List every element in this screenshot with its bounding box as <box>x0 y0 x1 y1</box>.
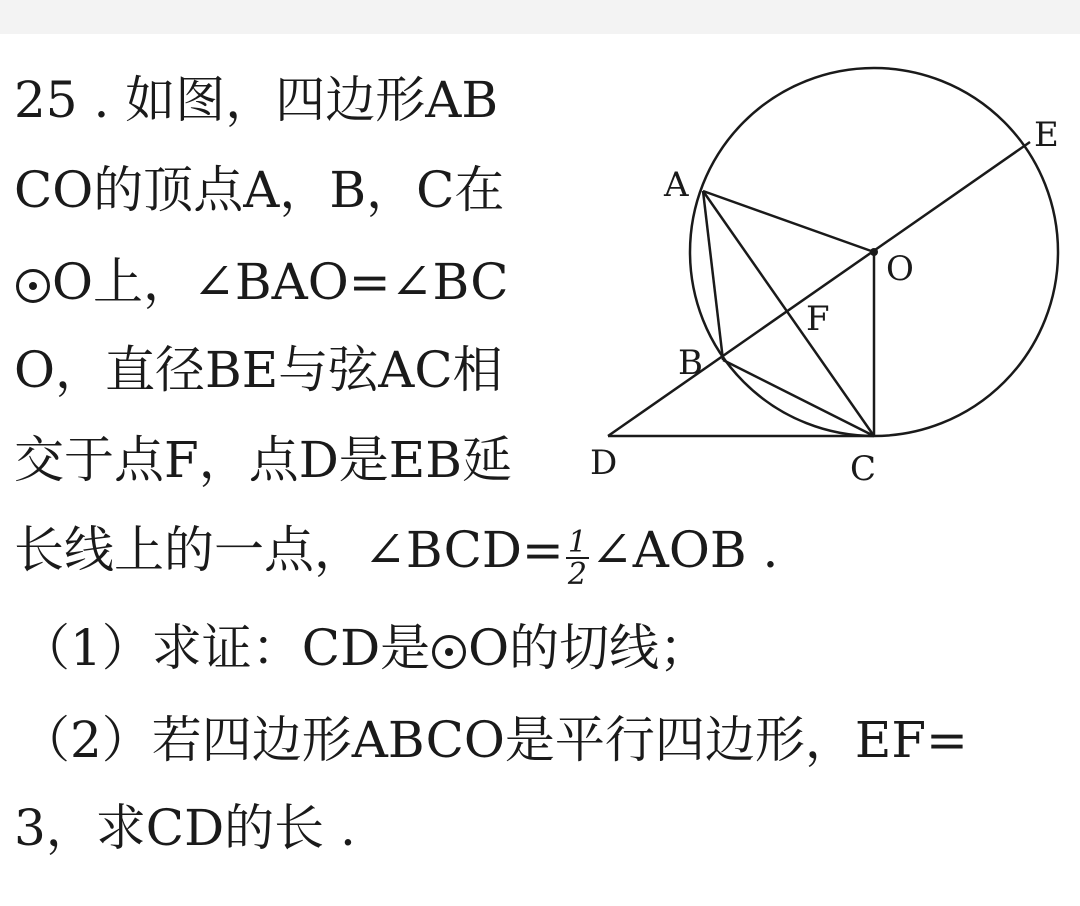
problem-line-1: 25 . 如图，四边形AB <box>14 71 499 129</box>
problem-line-3 <box>14 252 508 312</box>
label-d: D <box>590 443 618 483</box>
segment-ao <box>703 191 874 252</box>
problem-line-3-text: O上，∠BAO=∠BC <box>52 253 509 311</box>
problem-line-4: O，直径BE与弦AC相 <box>14 341 503 399</box>
label-c: C <box>850 449 877 489</box>
circle-dot-symbol <box>16 269 50 303</box>
question-part-2: （2）若四边形ABCO是平行四边形，EF= <box>20 711 968 769</box>
label-a: A <box>664 165 689 205</box>
label-e: E <box>1034 115 1059 155</box>
segment-ac <box>703 191 874 436</box>
problem-line-2: CO的顶点A，B，C在 <box>14 161 505 219</box>
problem-line-6 <box>14 520 779 592</box>
segment-bc <box>723 360 874 436</box>
problem-line-6-text: 长线上的一点，∠BCD= <box>14 521 564 579</box>
question-part-1-tail: O的切线； <box>468 619 710 677</box>
geometry-figure <box>560 50 1070 490</box>
label-f: F <box>806 299 830 339</box>
top-bar <box>0 0 1080 34</box>
question-part-2-cont: 3，求CD的长 . <box>14 799 356 857</box>
question-part-1 <box>20 618 709 678</box>
fraction-denominator: 2 <box>567 557 587 592</box>
center-point-o <box>870 248 878 256</box>
problem-line-5: 交于点F，点D是EB延 <box>14 431 513 489</box>
problem-line-6-tail: ∠AOB . <box>590 521 779 579</box>
label-o: O <box>886 249 914 289</box>
fraction-one-half <box>566 525 589 592</box>
circle-dot-symbol <box>432 635 466 669</box>
fraction-numerator: 1 <box>567 525 587 560</box>
question-part-1-text: （1）求证：CD是 <box>20 619 431 677</box>
label-b: B <box>678 343 703 383</box>
